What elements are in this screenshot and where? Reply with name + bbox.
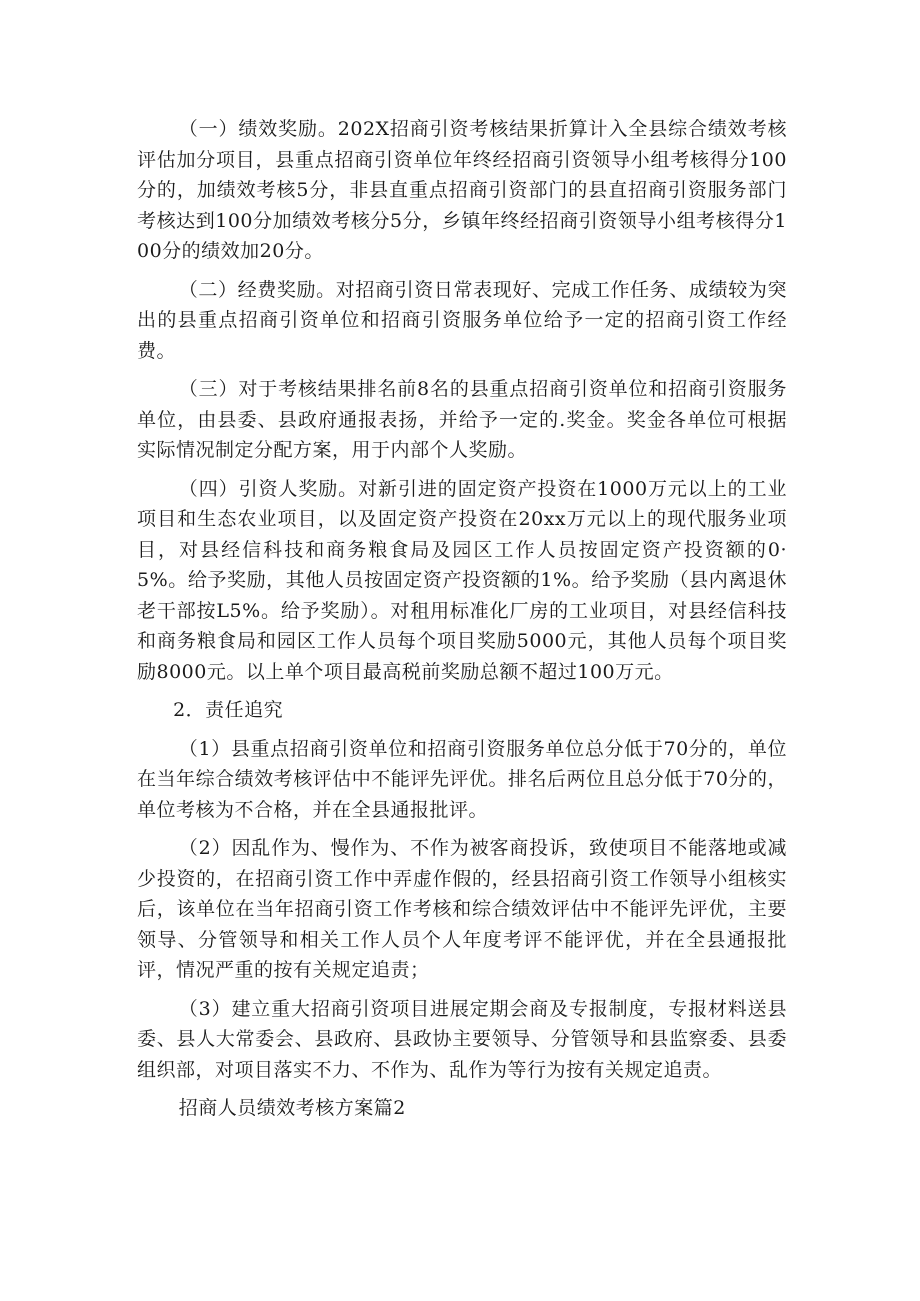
document-body [137,114,787,1132]
paragraph-performance-reward: （一）绩效奖励。202X招商引资考核结果折算计入全县综合绩效考核评估加分项目，县重点招商引资单位年终经招商引资领导小组考核得分100分的，加绩效考核5分，非县直重点招商引资部门的县直招商引资服务部门考核达到100分加绩效考核分5分，乡镇年终经招商引资领导小组考核得分100分的绩效加20分。 [137,118,787,262]
paragraph-investor-reward: （四）引资人奖励。对新引进的固定资产投资在1000万元以上的工业项目和生态农业项目，以及固定资产投资在20xx万元以上的现代服务业项目，对县经信科技和商务粮食局及园区工作人员按固定资产投资额的0·5%。给予奖励，其他人员按固定资产投资额的1%。给予奖励（县内离退休老干部按L5%。给予奖励）。对租用标准化厂房的工业项目，对县经信科技和商务粮食局和园区工作人员每个项目奖励5000元，其他人员每个项目奖励8000元。以上单个项目最高税前奖励总额不超过100万元。 [137,477,787,683]
section-heading-accountability: 2．责任追究 [173,699,284,721]
duty-item-2: （2）因乱作为、慢作为、不作为被客商投诉，致使项目不能落地或减少投资的，在招商引资工作中弄虚作假的，经县招商引资工作领导小组核实后，该单位在当年招商引资工作考核和综合绩效评估中不能评先评优，主要领导、分管领导和相关工作人员个人年度考评不能评优，并在全县通报批评，情况严重的按有关规定追责； [137,837,787,981]
duty-item-3: （3）建立重大招商引资项目进展定期会商及专报制度，专报材料送县委、县人大常委会、县政府、县政协主要领导、分管领导和县监察委、县委组织部，对项目落实不力、不作为、乱作为等行为按有关规定追责。 [137,997,787,1081]
next-section-title: 招商人员绩效考核方案篇2 [178,1097,406,1119]
duty-item-1: （1）县重点招商引资单位和招商引资服务单位总分低于70分的，单位在当年综合绩效考核评估中不能评先评优。排名后两位且总分低于70分的，单位考核为不合格，并在全县通报批评。 [137,737,787,821]
paragraph-ranking-reward: （三）对于考核结果排名前8名的县重点招商引资单位和招商引资服务单位，由县委、县政府通报表扬，并给予一定的.奖金。奖金各单位可根据实际情况制定分配方案，用于内部个人奖励。 [137,378,787,461]
paragraph-funding-reward: （二）经费奖励。对招商引资日常表现好、完成工作任务、成绩较为突出的县重点招商引资单位和招商引资服务单位给予一定的招商引资工作经费。 [137,278,787,362]
